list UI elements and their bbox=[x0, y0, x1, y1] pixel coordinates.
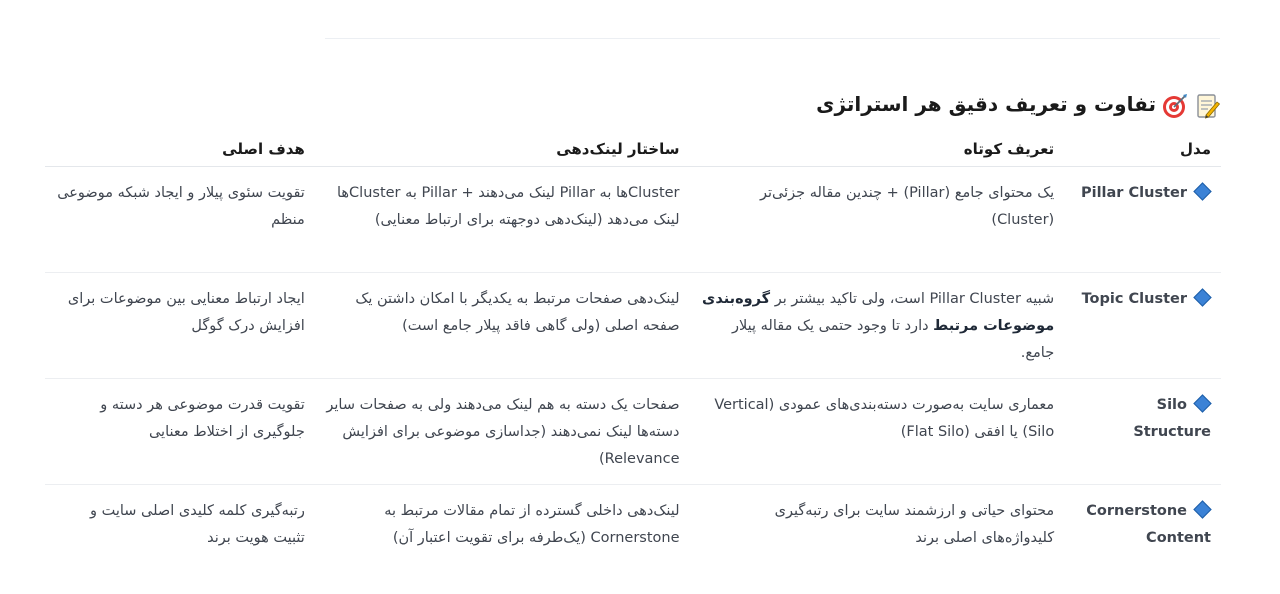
section-heading bbox=[816, 89, 1220, 119]
table-header-row bbox=[45, 131, 1221, 167]
goal-cell: تقویت قدرت موضوعی هر دسته و جلوگیری از اختلاط معنایی bbox=[45, 379, 315, 485]
linking-cell: لینک‌دهی داخلی گسترده از تمام مقالات مرتبط به Cornerstone (یک‌طرفه برای تقویت اعتبار آن) bbox=[384, 503, 680, 546]
blue-diamond-icon bbox=[1193, 394, 1211, 412]
blue-diamond-icon bbox=[1193, 288, 1211, 306]
table-row bbox=[45, 485, 1221, 591]
model-cell bbox=[1064, 485, 1221, 591]
blue-diamond-icon bbox=[1193, 182, 1211, 200]
linking-cell: صفحات یک دسته به هم لینک می‌دهند ولی به صفحات سایر دسته‌ها لینک نمی‌دهند (جداسازی موضوعی برای افزایش Relevance) bbox=[315, 379, 690, 485]
column-header-model: مدل bbox=[1064, 131, 1221, 167]
model-name: Topic Cluster bbox=[1081, 291, 1187, 307]
model-cell bbox=[1064, 167, 1221, 273]
goal-cell: رتبه‌گیری کلمه کلیدی اصلی سایت و تثبیت هویت برند bbox=[89, 503, 305, 546]
table-row bbox=[45, 379, 1221, 485]
target-icon bbox=[1162, 93, 1188, 119]
table-row bbox=[45, 167, 1221, 273]
model-name: Pillar Cluster bbox=[1080, 185, 1187, 201]
definition-cell: یک محتوای جامع (Pillar) + چندین مقاله جزئی‌تر (Cluster) bbox=[690, 167, 1065, 273]
definition-text: شبیه Pillar Cluster است، ولی تاکید بیشتر بر bbox=[770, 291, 1055, 307]
table-row bbox=[45, 273, 1221, 379]
linking-cell: لینک‌دهی صفحات مرتبط به یکدیگر با امکان داشتن یک صفحه اصلی (ولی گاهی فاقد پیلار جامع است) bbox=[315, 273, 690, 379]
column-header-linking: ساختار لینک‌دهی bbox=[315, 131, 690, 167]
memo-icon bbox=[1194, 93, 1220, 119]
model-name: Cornerstone Content bbox=[1086, 503, 1211, 546]
definition-cell: معماری سایت به‌صورت دسته‌بندی‌های عمودی (Vertical Silo) یا افقی (Flat Silo) bbox=[690, 379, 1065, 485]
model-name: Silo Structure bbox=[1133, 397, 1211, 440]
definition-cell: محتوای حیاتی و ارزشمند سایت برای رتبه‌گیری کلیدواژه‌های اصلی برند bbox=[774, 503, 1055, 546]
linking-cell: Clusterها به Pillar لینک می‌دهند + Pillar به Clusterها لینک می‌دهد (لینک‌دهی دوجهته برای ارتباط معنایی) bbox=[315, 167, 690, 273]
model-cell bbox=[1064, 273, 1221, 379]
goal-cell: تقویت سئوی پیلار و ایجاد شبکه موضوعی منظم bbox=[45, 167, 315, 273]
strategy-comparison-table bbox=[45, 131, 1221, 590]
heading-text: تفاوت و تعریف دقیق هر استراتژی bbox=[816, 92, 1156, 116]
model-cell bbox=[1064, 379, 1221, 485]
column-header-goal: هدف اصلی bbox=[45, 131, 315, 167]
blue-diamond-icon bbox=[1193, 500, 1211, 518]
definition-cell bbox=[690, 273, 1065, 379]
top-divider bbox=[325, 38, 1220, 39]
column-header-definition: تعریف کوتاه bbox=[690, 131, 1065, 167]
goal-cell: ایجاد ارتباط معنایی بین موضوعات برای افزایش درک گوگل bbox=[45, 273, 315, 379]
definition-text: دارد تا وجود حتمی یک مقاله پیلار جامع. bbox=[731, 318, 1055, 361]
definition-emphasis: گروه‌بندی موضوعات مرتبط bbox=[702, 291, 1055, 334]
